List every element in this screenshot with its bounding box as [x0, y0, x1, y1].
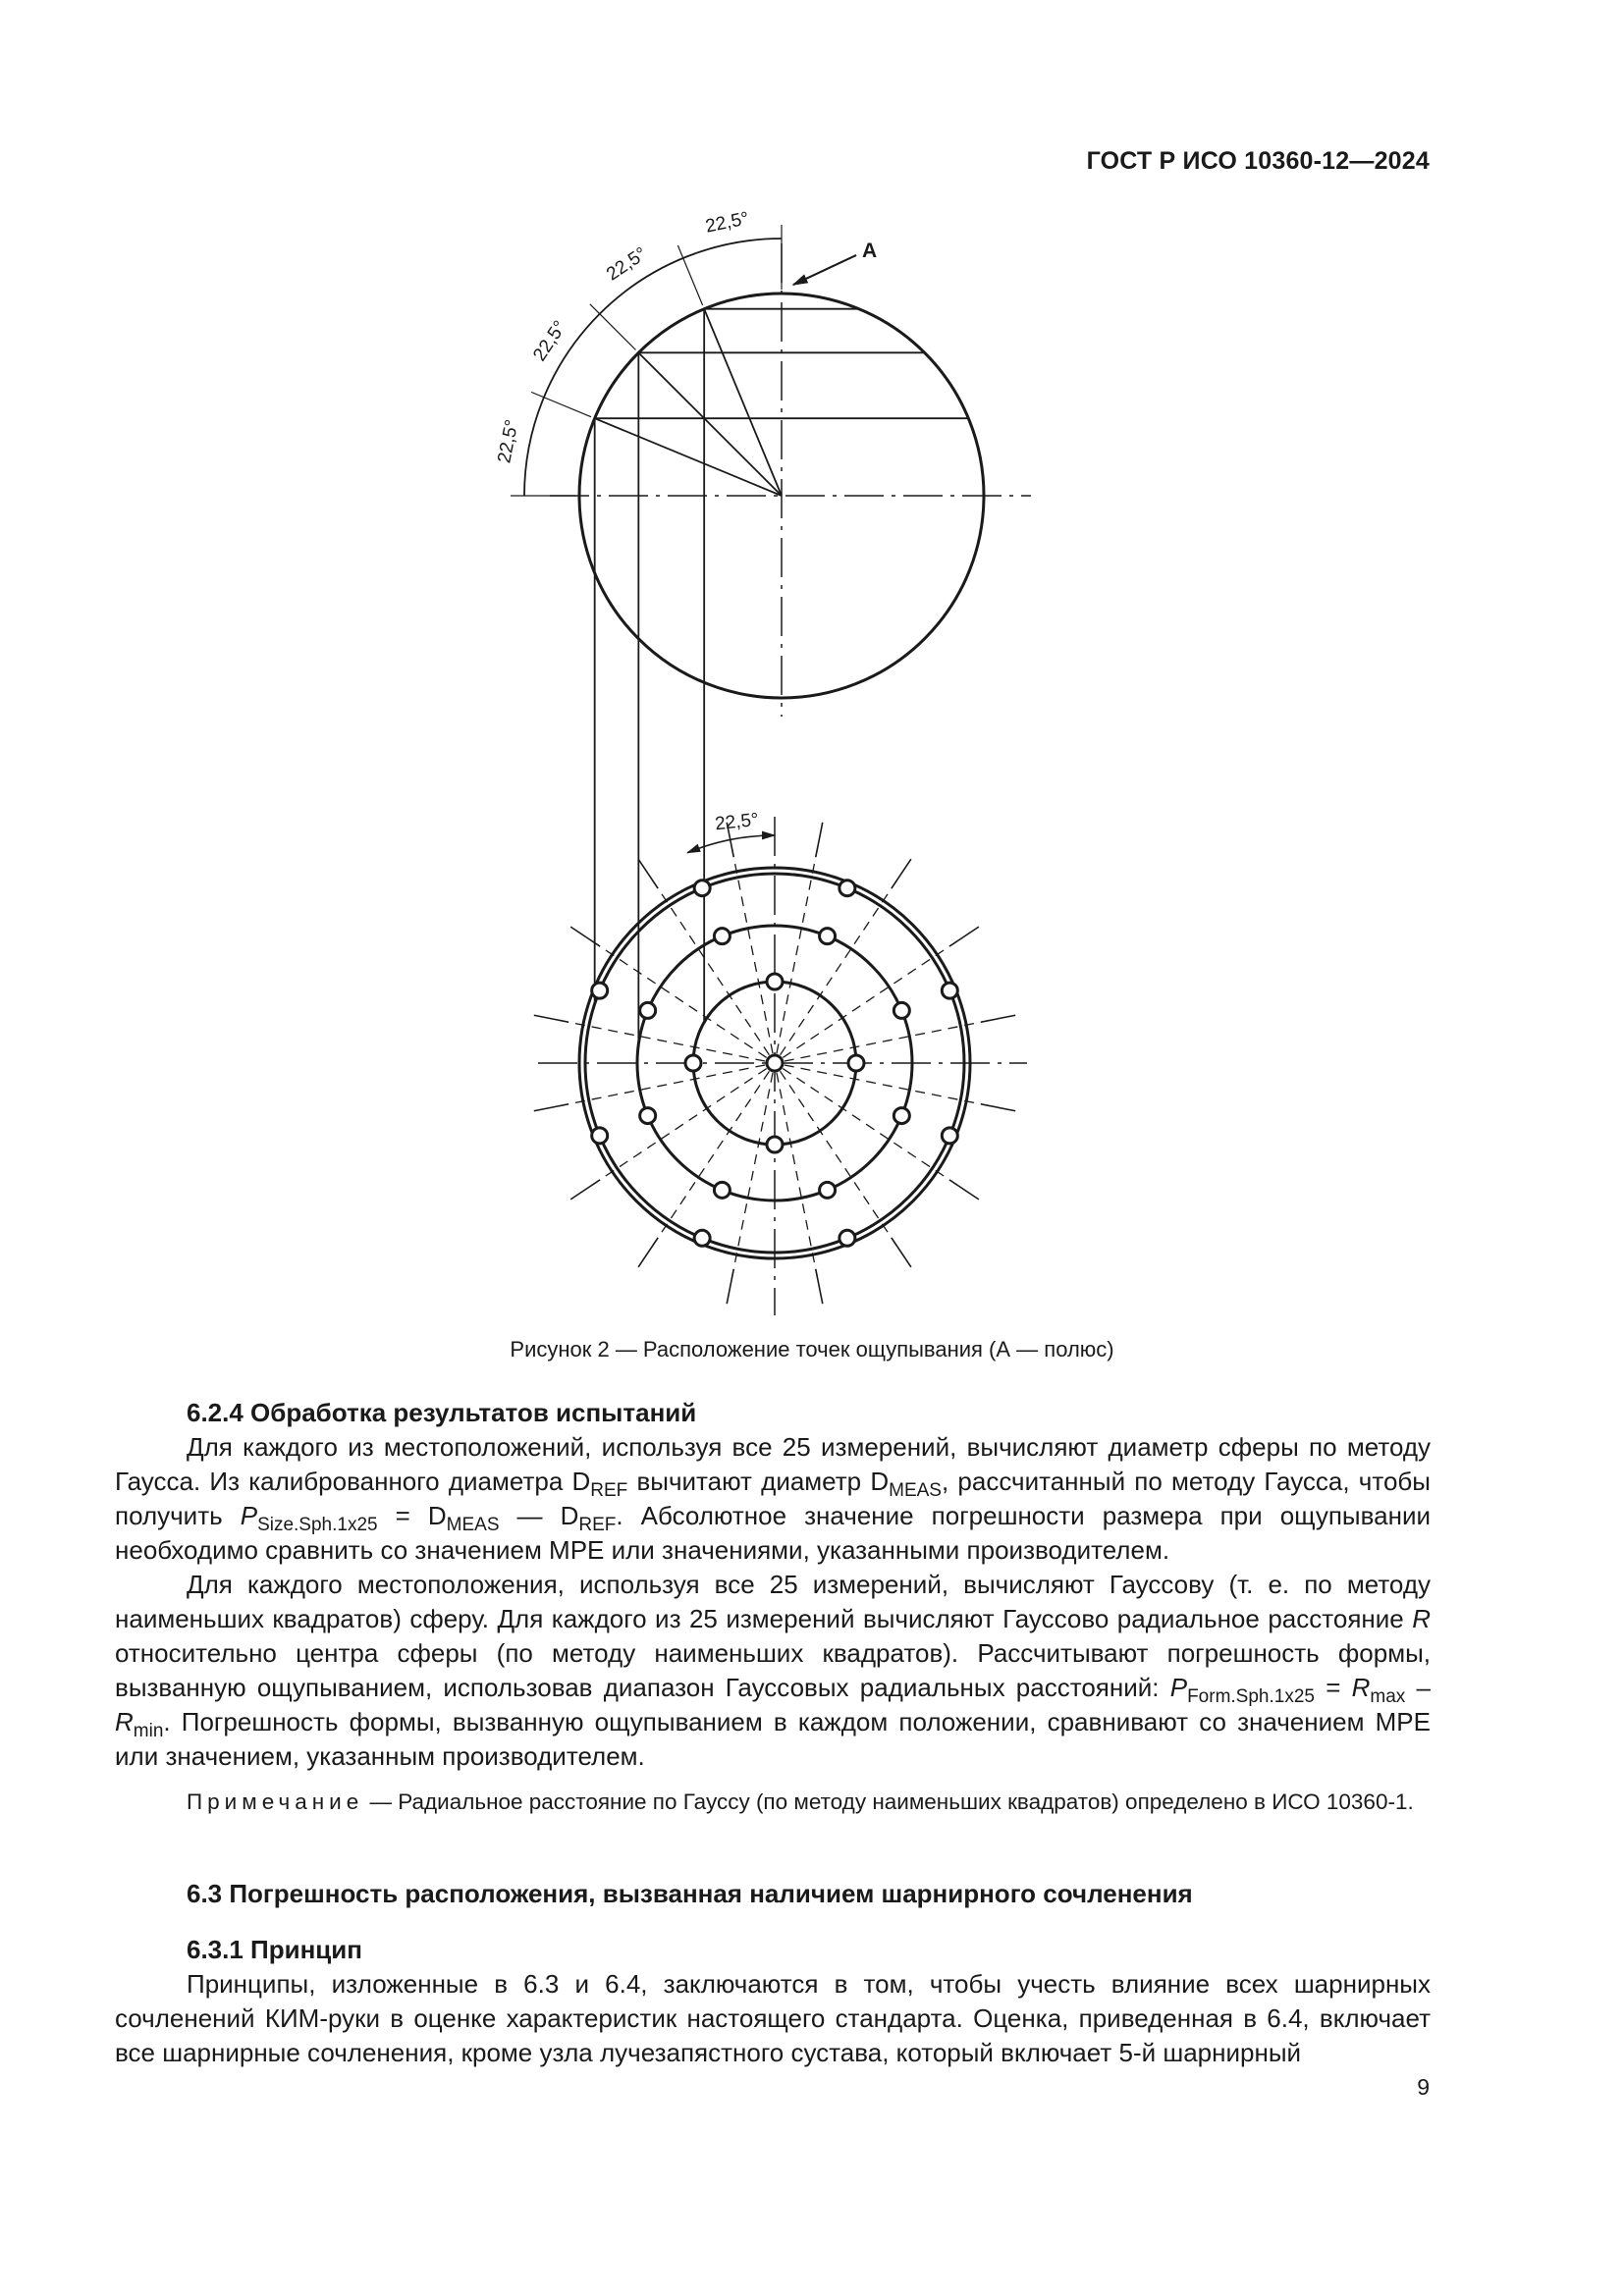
- note: Примечание — Радиальное расстояние по Гауссу (по методу наименьших квадратов) определено в ИСО 10360-1.: [187, 1789, 1414, 1814]
- radial-dash: [587, 937, 767, 1057]
- angle-label: 22,5°: [703, 208, 751, 238]
- probing-point: [839, 1230, 855, 1246]
- section-6-3: [115, 1877, 1431, 2070]
- radial-dash: [781, 1071, 900, 1251]
- radial-dash: [781, 876, 900, 1055]
- radial-dash: [783, 937, 962, 1057]
- radial-dash: [649, 876, 769, 1055]
- radial-tick: [949, 1180, 979, 1200]
- pole-arrow: [793, 255, 856, 285]
- pole-label: А: [862, 240, 878, 262]
- probing-point: [714, 1182, 730, 1198]
- probing-point: [767, 1137, 783, 1152]
- probing-point: [848, 1055, 864, 1071]
- angle-label: 22,5°: [494, 417, 523, 465]
- paragraph-form-error: Для каждого местоположения, используя все 25 измерений, вычисляют Гауссову (т. е. по методу наименьших квадратов) сферу. Для каждого из 25 измерений вычисляют Гауссово радиальное расстояние R относительно центра сферы (по методу наименьших квадратов). Рассчитывают погрешность формы, вызванную ощупыванием, использовав диапазон Гауссовых радиальных расстояний: $P_{Form.Sph.1x25} = R_{max} - R_{min}$. Погрешность формы, вызванную ощупыванием в каждом положении, сравнивают со значением MPE или значением, указанным производителем.: [115, 1570, 1431, 1771]
- probing-point: [942, 983, 957, 998]
- probing-point: [820, 929, 836, 944]
- probing-point: [714, 929, 730, 944]
- radial-dash: [587, 1069, 767, 1189]
- note-label: Примечание: [187, 1789, 364, 1814]
- probing-point: [820, 1182, 836, 1198]
- radial-tick: [638, 1238, 658, 1267]
- probing-point: [592, 983, 608, 998]
- figure-caption: Рисунок 2 — Расположение точек ощупывания (А — полюс): [510, 1337, 1114, 1362]
- radial-tick: [981, 1015, 1015, 1022]
- probing-point: [893, 1002, 909, 1018]
- radial-tick: [727, 1269, 733, 1304]
- probing-point: [694, 1230, 710, 1246]
- probing-point: [942, 1128, 957, 1144]
- heading-6-3: 6.3 Погрешность расположения, вызванная наличием шарнирного сочленения: [187, 1879, 1193, 1908]
- probing-point: [839, 881, 855, 896]
- page-number: 9: [1417, 2074, 1430, 2100]
- radial-tick: [570, 1180, 600, 1200]
- angle-label: 22,5°: [714, 809, 760, 835]
- radial-tick: [534, 1015, 568, 1022]
- probing-point: [767, 974, 783, 989]
- radial-tick: [949, 927, 979, 946]
- paragraph-gauss-diameter: Для каждого из местоположений, используя все 25 измерений, вычисляют диаметр сферы по методу Гаусса. Из калиброванного диаметра $D_{REF}$ вычитают диаметр $D_{MEAS}$, рассчитанный по методу Гаусса, чтобы получить $P_{Size.Sph.1x25} = D_{MEAS}$ — $D_{REF}$. Абсолютное значение погрешности размера при ощупывании необходимо сравнить со значением MPE или значениями, указанными производителем.: [115, 1432, 1431, 1565]
- radial-tick: [892, 1238, 911, 1267]
- extension-line: [590, 304, 636, 350]
- probing-point: [694, 881, 710, 896]
- probing-point: [640, 1108, 656, 1124]
- probing-point: [685, 1055, 701, 1071]
- radius-line: [638, 352, 782, 496]
- document-header: ГОСТ Р ИСО 10360-12—2024: [1086, 147, 1430, 175]
- heading-6-3-1: 6.3.1 Принцип: [187, 1935, 362, 1964]
- probing-point: [592, 1128, 608, 1144]
- radial-tick: [534, 1104, 568, 1111]
- radial-tick: [638, 859, 658, 888]
- probing-point-pole: [767, 1055, 783, 1071]
- section-6-2-4: [115, 1396, 1431, 1818]
- radial-tick: [981, 1104, 1015, 1111]
- radial-dash: [649, 1071, 769, 1251]
- heading-6-2-4: 6.2.4 Обработка результатов испытаний: [187, 1398, 697, 1427]
- radial-tick: [816, 823, 823, 857]
- radial-tick: [816, 1269, 823, 1304]
- radial-tick: [892, 859, 911, 888]
- angle-label: 22,5°: [603, 243, 651, 286]
- probing-point: [640, 1002, 656, 1018]
- probing-point: [893, 1108, 909, 1124]
- paragraph-principle: Принципы, изложенные в 6.3 и 6.4, заключаются в том, чтобы учесть влияние всех шарнирных сочленений КИМ-руки в оценке характеристик настоящего стандарта. Оценка, приведенная в 6.4, включает все шарнирные сочленения, кроме узла лучезапястного сустава, который включает 5-й шарнирный: [115, 1969, 1431, 2067]
- angle-label: 22,5°: [529, 317, 571, 365]
- radial-dash: [783, 1069, 962, 1189]
